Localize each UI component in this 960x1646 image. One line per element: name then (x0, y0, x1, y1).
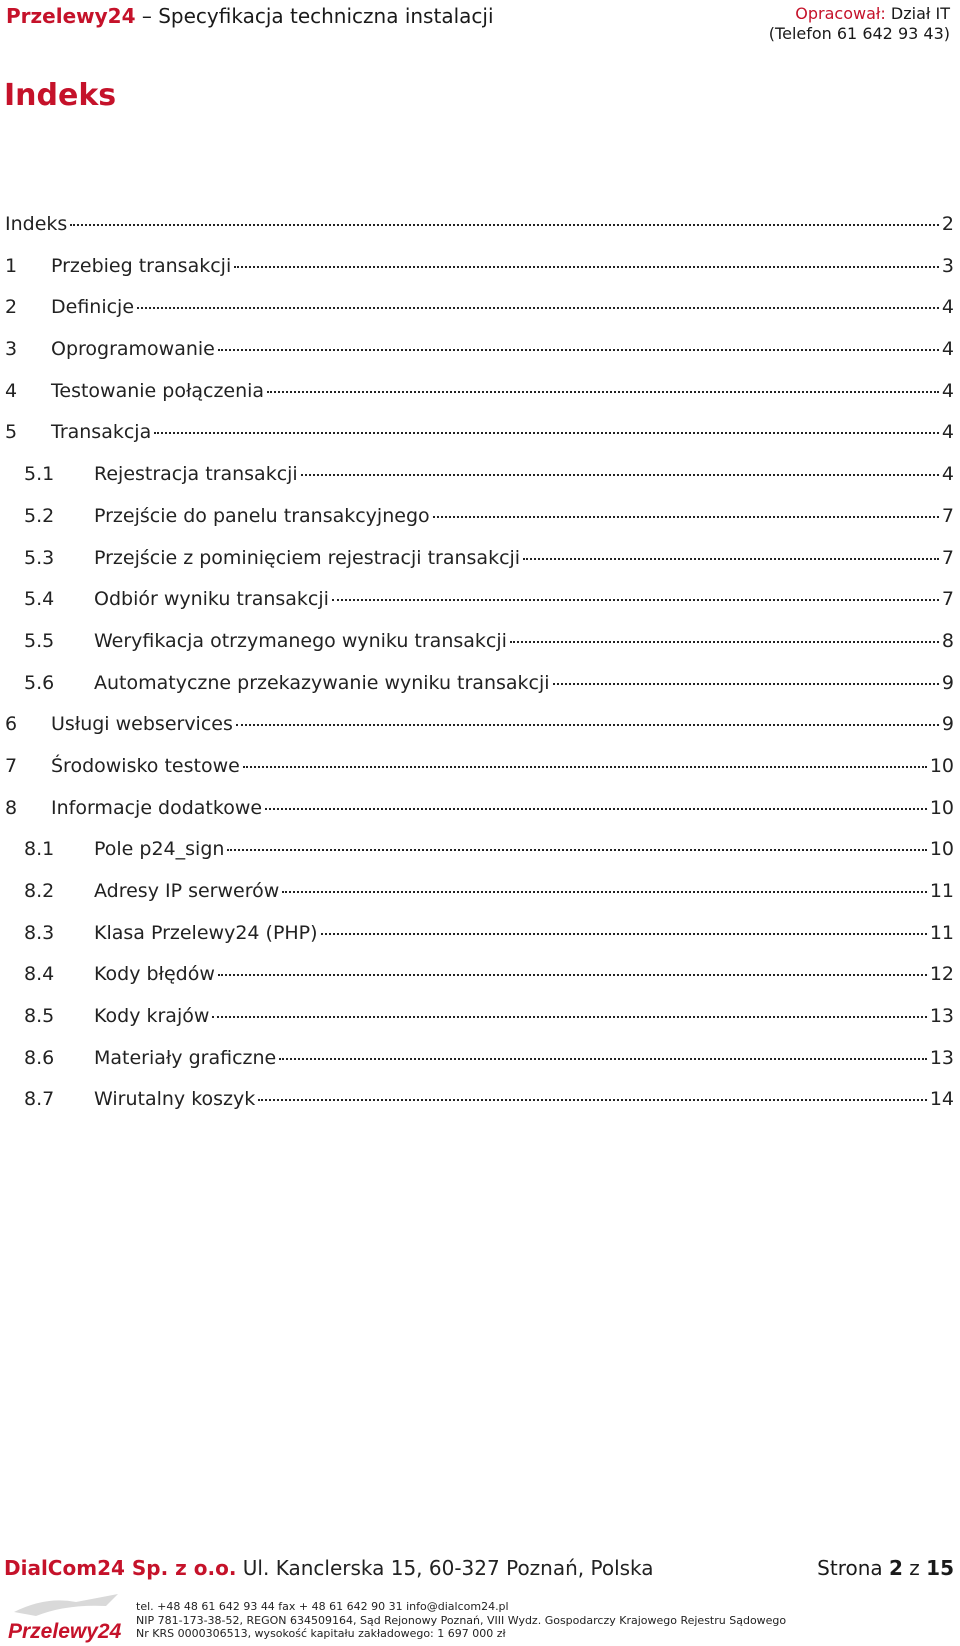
toc-entry[interactable] (5, 296, 954, 338)
page-current: 2 (889, 1556, 903, 1580)
toc-entry[interactable] (5, 505, 954, 547)
toc-entry[interactable] (5, 1088, 954, 1130)
toc-leader (510, 641, 939, 643)
toc-number: 5.1 (24, 463, 55, 486)
page-prefix: Strona (817, 1556, 890, 1580)
prepared-label: Opracował: (795, 4, 891, 23)
toc-page: 9 (941, 713, 954, 736)
toc-entry[interactable] (5, 755, 954, 797)
toc-title[interactable]: Oprogramowanie (51, 338, 215, 361)
toc-title[interactable]: Pole p24_sign (94, 838, 225, 861)
toc-leader (212, 1016, 926, 1018)
toc-title[interactable]: Przejście z pominięciem rejestracji transakcji (94, 546, 521, 569)
toc-entry[interactable] (5, 713, 954, 755)
toc-entry[interactable] (5, 1005, 954, 1047)
toc-number: 8.4 (24, 963, 55, 986)
toc-number: 5 (5, 421, 18, 444)
toc-leader (234, 266, 939, 268)
toc-number: 8.3 (24, 921, 55, 944)
toc-number: 5.5 (24, 629, 55, 652)
toc-page: 3 (941, 254, 954, 277)
toc-number: 4 (5, 379, 18, 402)
toc-leader (282, 891, 927, 893)
page-number (817, 1556, 954, 1580)
toc-leader (218, 974, 927, 976)
footer-contact: tel. +48 48 61 642 93 44 fax + 48 61 642 90 31 info@dialcom24.pl (136, 1600, 509, 1613)
toc-entry[interactable] (5, 547, 954, 589)
toc-entry[interactable] (5, 588, 954, 630)
toc-title[interactable]: Informacje dodatkowe (51, 796, 263, 819)
toc-leader (218, 349, 939, 351)
toc-leader (279, 1058, 927, 1060)
toc-title[interactable]: Testowanie połączenia (51, 379, 265, 402)
toc-title[interactable]: Przejście do panelu transakcyjnego (94, 504, 430, 527)
toc-title[interactable]: Weryfikacja otrzymanego wyniku transakcji (94, 629, 507, 652)
page-header (6, 2, 950, 52)
header-phone: (Telefon 61 642 93 43) (768, 24, 950, 43)
logo-text: Przelewy24 (8, 1620, 122, 1643)
logo-swoosh (14, 1594, 118, 1616)
toc-number: 1 (5, 254, 18, 277)
toc-title[interactable]: Usługi webservices (51, 713, 233, 736)
toc-title[interactable]: Przebieg transakcji (51, 254, 232, 277)
toc-leader (321, 933, 927, 935)
toc-entry[interactable] (5, 963, 954, 1005)
toc-number: 8.1 (24, 838, 55, 861)
toc-page: 7 (941, 588, 954, 611)
toc-page: 2 (941, 213, 954, 235)
toc-page: 4 (941, 379, 954, 402)
toc-entry[interactable] (5, 338, 954, 380)
toc-page: 10 (929, 796, 954, 819)
toc-leader (332, 599, 939, 601)
toc-page: 11 (929, 880, 954, 902)
toc-page: 10 (929, 838, 954, 861)
footer-company-line (4, 1556, 954, 1580)
toc-page: 11 (929, 921, 954, 944)
toc-number: 5.3 (24, 546, 55, 569)
toc-number: 7 (5, 754, 18, 777)
footer-registry: NIP 781-173-38-52, REGON 634509164, Sąd Rejonowy Poznań, VIII Wydz. Gospodarczy Krajowego Rejestru Sądowego (136, 1613, 787, 1627)
toc-leader (70, 224, 939, 226)
toc-leader (243, 766, 927, 768)
header-brand: Przelewy24 (6, 4, 136, 28)
toc-title[interactable]: Kody krajów (94, 1005, 210, 1028)
toc-page: 13 (929, 1005, 954, 1028)
toc-title[interactable]: Indeks (5, 213, 68, 235)
page-title: Indeks (4, 78, 117, 113)
header-doc-title: – Specyfikacja techniczna instalacji (135, 4, 494, 28)
toc-leader (227, 849, 926, 851)
toc-entry[interactable] (5, 255, 954, 297)
page-total: 15 (926, 1556, 954, 1580)
toc-entry[interactable] (5, 630, 954, 672)
toc-page: 4 (941, 338, 954, 361)
toc-entry[interactable] (5, 380, 954, 422)
toc-page: 14 (929, 1088, 954, 1111)
toc-leader (523, 558, 939, 560)
toc-number: 8 (5, 796, 18, 819)
page-footer (4, 1556, 954, 1645)
footer-address: Ul. Kanclerska 15, 60-327 Poznań, Polska (236, 1556, 654, 1580)
toc-entry[interactable] (5, 672, 954, 714)
toc-title[interactable]: Środowisko testowe (51, 754, 240, 777)
toc-title[interactable]: Odbiór wyniku transakcji (94, 588, 329, 611)
toc-title[interactable]: Kody błędów (94, 963, 215, 986)
toc-number: 5.4 (24, 588, 55, 611)
page-sep: z (902, 1556, 927, 1580)
toc-page: 4 (941, 421, 954, 444)
toc-leader (267, 391, 939, 393)
toc-number: 8.7 (24, 1088, 55, 1111)
toc-leader (301, 474, 939, 476)
toc-title[interactable]: Klasa Przelewy24 (PHP) (94, 921, 318, 944)
toc-page: 4 (941, 463, 954, 486)
toc-title[interactable]: Automatyczne przekazywanie wyniku transakcji (94, 671, 550, 694)
footer-capital: Nr KRS 0000306513, wysokość kapitału zakładowego: 1 697 000 zł (136, 1627, 506, 1640)
toc-number: 2 (5, 296, 18, 319)
przelewy24-logo (6, 1590, 124, 1646)
toc-entry[interactable] (5, 838, 954, 880)
toc-title[interactable]: Transakcja (51, 421, 152, 444)
toc-title[interactable]: Adresy IP serwerów (94, 880, 280, 902)
toc-leader (137, 307, 939, 309)
toc-title[interactable]: Materiały graficzne (94, 1046, 277, 1069)
toc-leader (258, 1099, 927, 1101)
prepared-by: Dział IT (890, 4, 950, 23)
toc-page: 4 (941, 296, 954, 319)
table-of-contents (5, 213, 954, 1130)
toc-entry[interactable] (5, 213, 954, 255)
toc-page: 13 (929, 1046, 954, 1069)
toc-number: 6 (5, 713, 18, 736)
toc-leader (265, 808, 927, 810)
toc-leader (553, 683, 939, 685)
toc-page: 7 (941, 546, 954, 569)
toc-leader (433, 516, 939, 518)
toc-entry[interactable] (5, 1047, 954, 1089)
toc-number: 5.2 (24, 504, 55, 527)
toc-leader (154, 432, 939, 434)
toc-entry[interactable] (5, 421, 954, 463)
toc-title[interactable]: Rejestracja transakcji (94, 463, 298, 486)
footer-company: DialCom24 Sp. z o.o. (4, 1556, 237, 1580)
toc-page: 7 (941, 504, 954, 527)
toc-entry[interactable] (5, 463, 954, 505)
toc-number: 5.6 (24, 671, 55, 694)
toc-number: 8.6 (24, 1046, 55, 1069)
toc-number: 8.2 (24, 880, 55, 902)
header-author (769, 4, 950, 44)
toc-page: 10 (929, 754, 954, 777)
toc-entry[interactable] (5, 922, 954, 964)
footer-details (136, 1600, 786, 1641)
toc-entry[interactable] (5, 797, 954, 839)
toc-page: 12 (929, 963, 954, 986)
toc-number: 3 (5, 338, 18, 361)
toc-title[interactable]: Wirutalny koszyk (94, 1088, 256, 1111)
header-title (6, 4, 494, 28)
toc-title[interactable]: Definicje (51, 296, 135, 319)
toc-leader (236, 724, 939, 726)
toc-page: 8 (941, 629, 954, 652)
toc-page: 9 (941, 671, 954, 694)
toc-entry[interactable] (5, 880, 954, 922)
toc-number: 8.5 (24, 1005, 55, 1028)
